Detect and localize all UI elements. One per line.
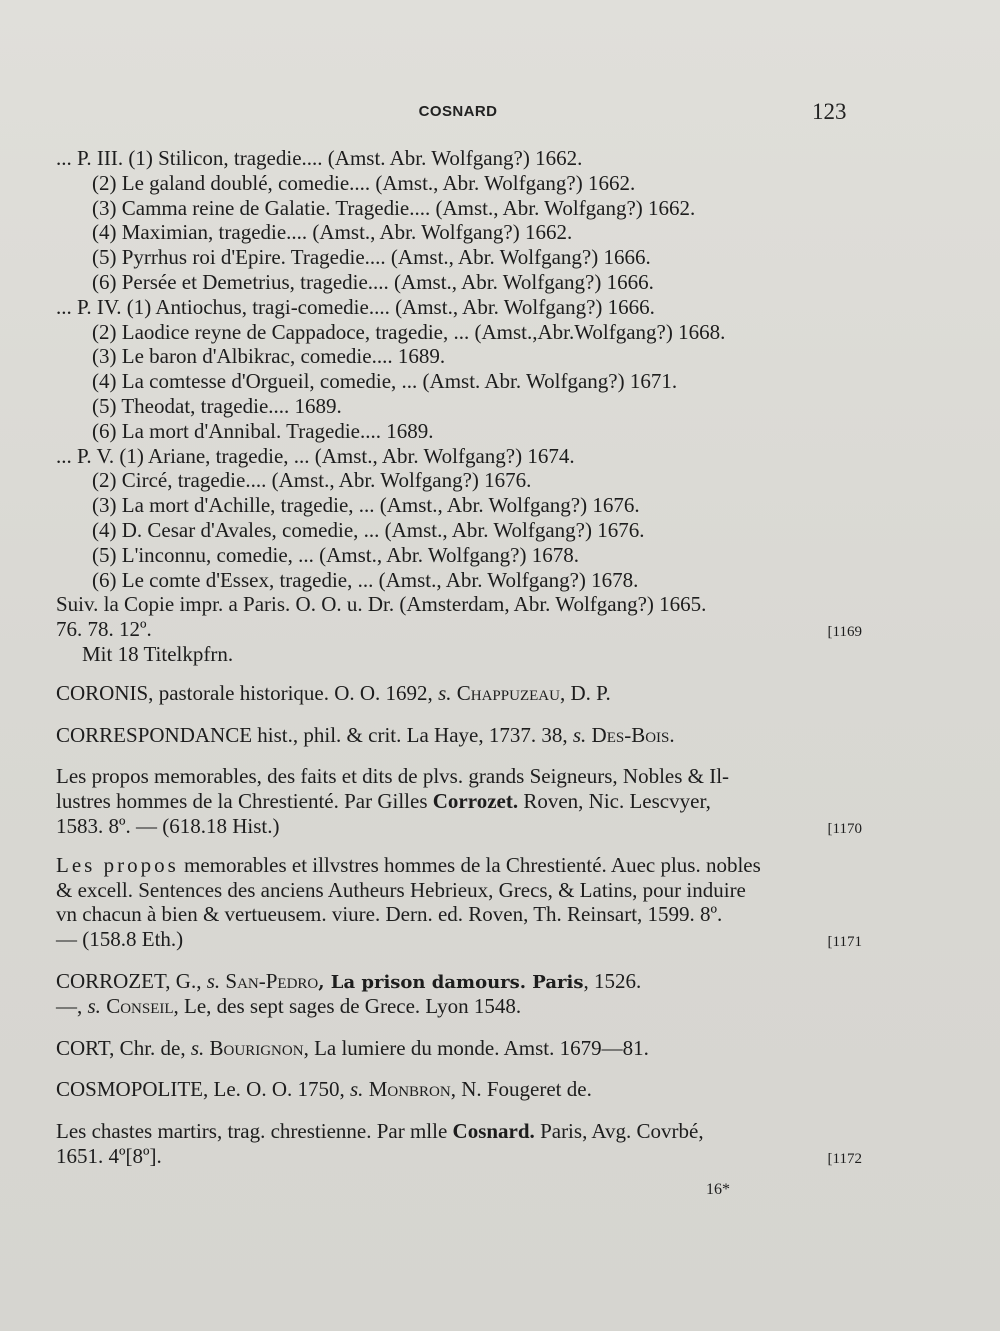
format-text: 76. 78. 12º. [56, 617, 152, 642]
list-item: (5) Theodat, tragedie.... 1689. [92, 393, 342, 418]
entry-number: [1171 [827, 934, 862, 951]
entry-line [56, 969, 856, 994]
reference-name: Conseil [106, 993, 174, 1018]
signature-mark: 16* [706, 1181, 730, 1198]
running-head-title: COSNARD [418, 103, 498, 120]
entry-line [56, 1119, 856, 1144]
see-marker: s. [206, 968, 221, 993]
entry-text: Paris, Avg. Covrbé, [534, 1119, 704, 1144]
note-line: Mit 18 Titelkpfrn. [82, 641, 234, 666]
entry-text: lustres hommes de la Chrestienté. Par Gilles [56, 789, 433, 814]
entry-tail: . [669, 722, 675, 747]
see-marker: s. [438, 680, 452, 705]
entry-tail: , Le, des sept sages de Grece. Lyon 1548. [173, 993, 522, 1018]
entry-tail: , N. Fougeret de. [450, 1077, 592, 1102]
list-item: (6) Persée et Demetrius, tragedie.... (Amst., Abr. Wolfgang?) 1666. [92, 269, 654, 294]
cross-reference-corrozet [56, 969, 856, 1019]
list-item: ... P. IV. (1) Antiochus, tragi-comedie.... (Amst., Abr. Wolfgang?) 1666. [56, 294, 655, 319]
entry-text: —, [56, 993, 88, 1018]
blackletter-title: , La prison damours. Paris [318, 971, 584, 993]
reference-name: Chappuzeau [456, 680, 560, 705]
entry-heading: CORROZET, G., [56, 968, 207, 993]
entry-text: hist., phil. & crit. La Haye, 1737. 38, [252, 722, 573, 747]
list-item: (4) D. Cesar d'Avales, comedie, ... (Amst., Abr. Wolfgang?) 1676. [92, 517, 645, 542]
entry-tail: , 1526. [583, 968, 642, 993]
cross-reference-coronis [56, 681, 856, 706]
see-marker: s. [350, 1077, 364, 1102]
cross-reference-cosmopolite [56, 1077, 856, 1102]
list-item: (2) Laodice reyne de Cappadoce, tragedie, ... (Amst.,Abr.Wolfgang?) 1668. [92, 319, 726, 344]
author-name: Corrozet. [432, 789, 519, 814]
list-item: (3) Camma reine de Galatie. Tragedie.... (Amst., Abr. Wolfgang?) 1662. [92, 195, 696, 220]
part-iv-list [56, 295, 856, 444]
entry-line [56, 1143, 862, 1169]
entry-heading: CORT, Chr. de, [56, 1035, 191, 1060]
cross-reference-correspondance [56, 723, 856, 748]
entry-heading: CORONIS, [56, 680, 154, 705]
entry-text: 1651. 4º[8º]. [56, 1143, 162, 1168]
entry-tail: , La lumiere du monde. Amst. 1679—81. [303, 1035, 649, 1060]
list-item: (3) La mort d'Achille, tragedie, ... (Amst., Abr. Wolfgang?) 1676. [92, 493, 640, 518]
list-item: (5) Pyrrhus roi d'Epire. Tragedie.... (Amst., Abr. Wolfgang?) 1666. [92, 245, 651, 270]
author-name: Cosnard. [452, 1119, 535, 1144]
part-iii-list [56, 146, 856, 295]
entry-text: memorables et illvstres hommes de la Chrestienté. Auec plus. nobles [178, 852, 761, 877]
page-number: 123 [812, 99, 847, 124]
part-v-list [56, 444, 856, 593]
entry-text: Roven, Nic. Lescvyer, [518, 789, 711, 814]
entry-tail: , D. P. [559, 680, 611, 705]
list-item: (6) Le comte d'Essex, tragedie, ... (Amst., Abr. Wolfgang?) 1678. [92, 567, 639, 592]
entry-1171 [56, 852, 862, 952]
imprint-entry-1169 [56, 592, 862, 666]
imprint-line: Suiv. la Copie impr. a Paris. O. O. u. Dr. (Amsterdam, Abr. Wolfgang?) 1665. [56, 592, 707, 617]
list-item: (6) La mort d'Annibal. Tragedie.... 1689. [92, 418, 434, 443]
entry-text: Les chastes martirs, trag. chrestienne. Par mlle [56, 1119, 453, 1144]
list-item: (2) Le galand doublé, comedie.... (Amst., Abr. Wolfgang?) 1662. [92, 170, 636, 195]
reference-name: Des-Bois [591, 722, 670, 747]
see-marker: s. [87, 993, 101, 1018]
entry-line [56, 813, 862, 839]
entry-line [56, 853, 856, 878]
list-item: ... P. V. (1) Ariane, tragedie, ... (Amst., Abr. Wolfgang?) 1674. [56, 443, 575, 468]
entry-heading: CORRESPONDANCE [56, 722, 253, 747]
entry-number: [1172 [827, 1150, 862, 1167]
entry-number: [1169 [827, 624, 862, 641]
imprint-line [56, 617, 862, 642]
entry-1170 [56, 764, 862, 838]
entry-line [56, 994, 856, 1019]
list-item: ... P. III. (1) Stilicon, tragedie.... (Amst. Abr. Wolfgang?) 1662. [56, 146, 583, 170]
entry-text: Le. O. O. 1750, [208, 1077, 350, 1102]
list-item: (4) Maximian, tragedie.... (Amst., Abr. Wolfgang?) 1662. [92, 220, 573, 245]
entry-line: & excell. Sentences des anciens Autheurs Hebrieux, Grecs, & Latins, pour induire [56, 877, 746, 902]
entry-line [56, 789, 856, 814]
entry-text: — (158.8 Eth.) [56, 927, 184, 952]
list-item: (5) L'inconnu, comedie, ... (Amst., Abr. Wolfgang?) 1678. [92, 542, 579, 567]
reference-name: Monbron [368, 1077, 451, 1102]
list-item: (4) La comtesse d'Orgueil, comedie, ... (Amst. Abr. Wolfgang?) 1671. [92, 369, 678, 394]
entry-line: Les propos memorables, des faits et dits de plvs. grands Seigneurs, Nobles & Il- [56, 764, 730, 789]
entry-text: 1583. 8º. — (618.18 Hist.) [56, 813, 280, 838]
entry-number: [1170 [827, 820, 862, 837]
see-marker: s. [572, 722, 587, 747]
entry-title-spaced: Les propos [56, 852, 179, 877]
see-marker: s. [190, 1035, 205, 1060]
entry-1172 [56, 1119, 862, 1169]
list-item: (3) Le baron d'Albikrac, comedie.... 1689. [92, 344, 446, 369]
entry-line [56, 927, 862, 952]
entry-line: vn chacun à bien & vertueusem. viure. Dern. ed. Roven, Th. Reinsart, 1599. 8º. [56, 902, 723, 927]
entry-text: pastorale historique. O. O. 1692, [153, 680, 439, 705]
cross-reference-cort [56, 1036, 856, 1061]
list-item: (2) Circé, tragedie.... (Amst., Abr. Wolfgang?) 1676. [92, 468, 532, 493]
reference-name: San-Pedro [225, 968, 319, 993]
reference-name: Bourignon [209, 1035, 304, 1060]
bibliography-content [56, 146, 862, 1169]
entry-heading: COSMOPOLITE, [56, 1077, 209, 1102]
